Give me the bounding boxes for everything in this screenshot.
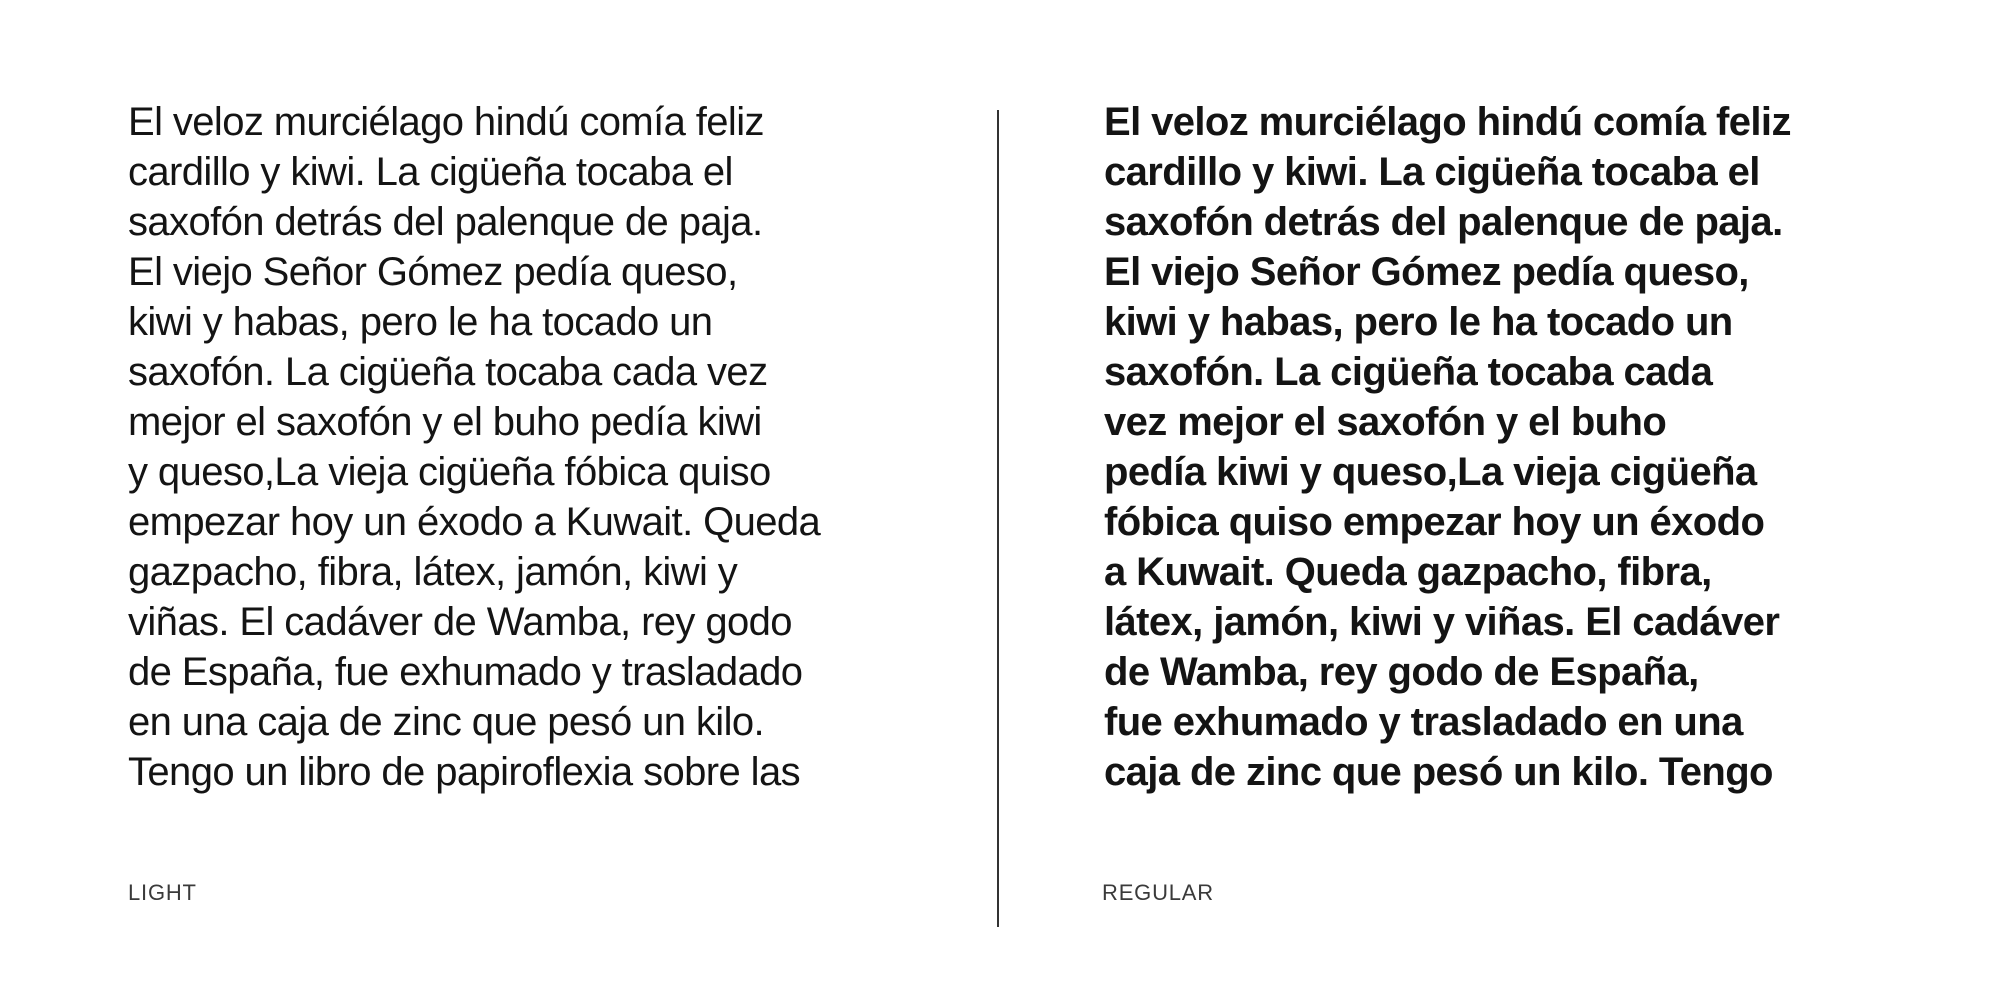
specimen-line: y queso,La vieja cigüeña fóbica quiso bbox=[128, 450, 771, 494]
specimen-line: empezar hoy un éxodo a Kuwait. Queda bbox=[128, 500, 821, 544]
specimen-line: El viejo Señor Gómez pedía queso, bbox=[1104, 250, 1749, 294]
specimen-line: El veloz murciélago hindú comía feliz bbox=[128, 100, 764, 144]
specimen-line: saxofón detrás del palenque de paja. bbox=[1104, 200, 1783, 244]
specimen-line: Tengo un libro de papiroflexia sobre las bbox=[128, 750, 800, 794]
specimen-line: cardillo y kiwi. La cigüeña tocaba el bbox=[1104, 150, 1760, 194]
weight-label-regular: REGULAR bbox=[1102, 880, 1214, 905]
specimen-line: de España, fue exhumado y trasladado bbox=[128, 650, 803, 694]
specimen-line: saxofón. La cigüeña tocaba cada vez bbox=[128, 350, 768, 394]
specimen-line: a Kuwait. Queda gazpacho, fibra, bbox=[1104, 550, 1712, 594]
specimen-line: kiwi y habas, pero le ha tocado un bbox=[1104, 300, 1733, 344]
specimen-line: caja de zinc que pesó un kilo. Tengo bbox=[1104, 750, 1773, 794]
specimen-line: El veloz murciélago hindú comía feliz bbox=[1104, 100, 1791, 144]
specimen-line: pedía kiwi y queso,La vieja cigüeña bbox=[1104, 450, 1757, 494]
specimen-line: vez mejor el saxofón y el buho bbox=[1104, 400, 1667, 444]
specimen-text-light bbox=[128, 97, 820, 797]
specimen-line: fue exhumado y trasladado en una bbox=[1104, 700, 1743, 744]
specimen-line: gazpacho, fibra, látex, jamón, kiwi y bbox=[128, 550, 738, 594]
weight-label-light: LIGHT bbox=[128, 880, 197, 905]
specimen-text-regular bbox=[1104, 97, 1791, 797]
specimen-line: fóbica quiso empezar hoy un éxodo bbox=[1104, 500, 1765, 544]
specimen-line: cardillo y kiwi. La cigüeña tocaba el bbox=[128, 150, 733, 194]
specimen-line: kiwi y habas, pero le ha tocado un bbox=[128, 300, 713, 344]
specimen-line: saxofón detrás del palenque de paja. bbox=[128, 200, 763, 244]
specimen-line: El viejo Señor Gómez pedía queso, bbox=[128, 250, 738, 294]
specimen-line: de Wamba, rey godo de España, bbox=[1104, 650, 1699, 694]
specimen-line: viñas. El cadáver de Wamba, rey godo bbox=[128, 600, 792, 644]
specimen-line: mejor el saxofón y el buho pedía kiwi bbox=[128, 400, 762, 444]
column-divider bbox=[997, 110, 999, 927]
specimen-line: en una caja de zinc que pesó un kilo. bbox=[128, 700, 765, 744]
specimen-line: saxofón. La cigüeña tocaba cada bbox=[1104, 350, 1713, 394]
specimen-line: látex, jamón, kiwi y viñas. El cadáver bbox=[1104, 600, 1780, 644]
